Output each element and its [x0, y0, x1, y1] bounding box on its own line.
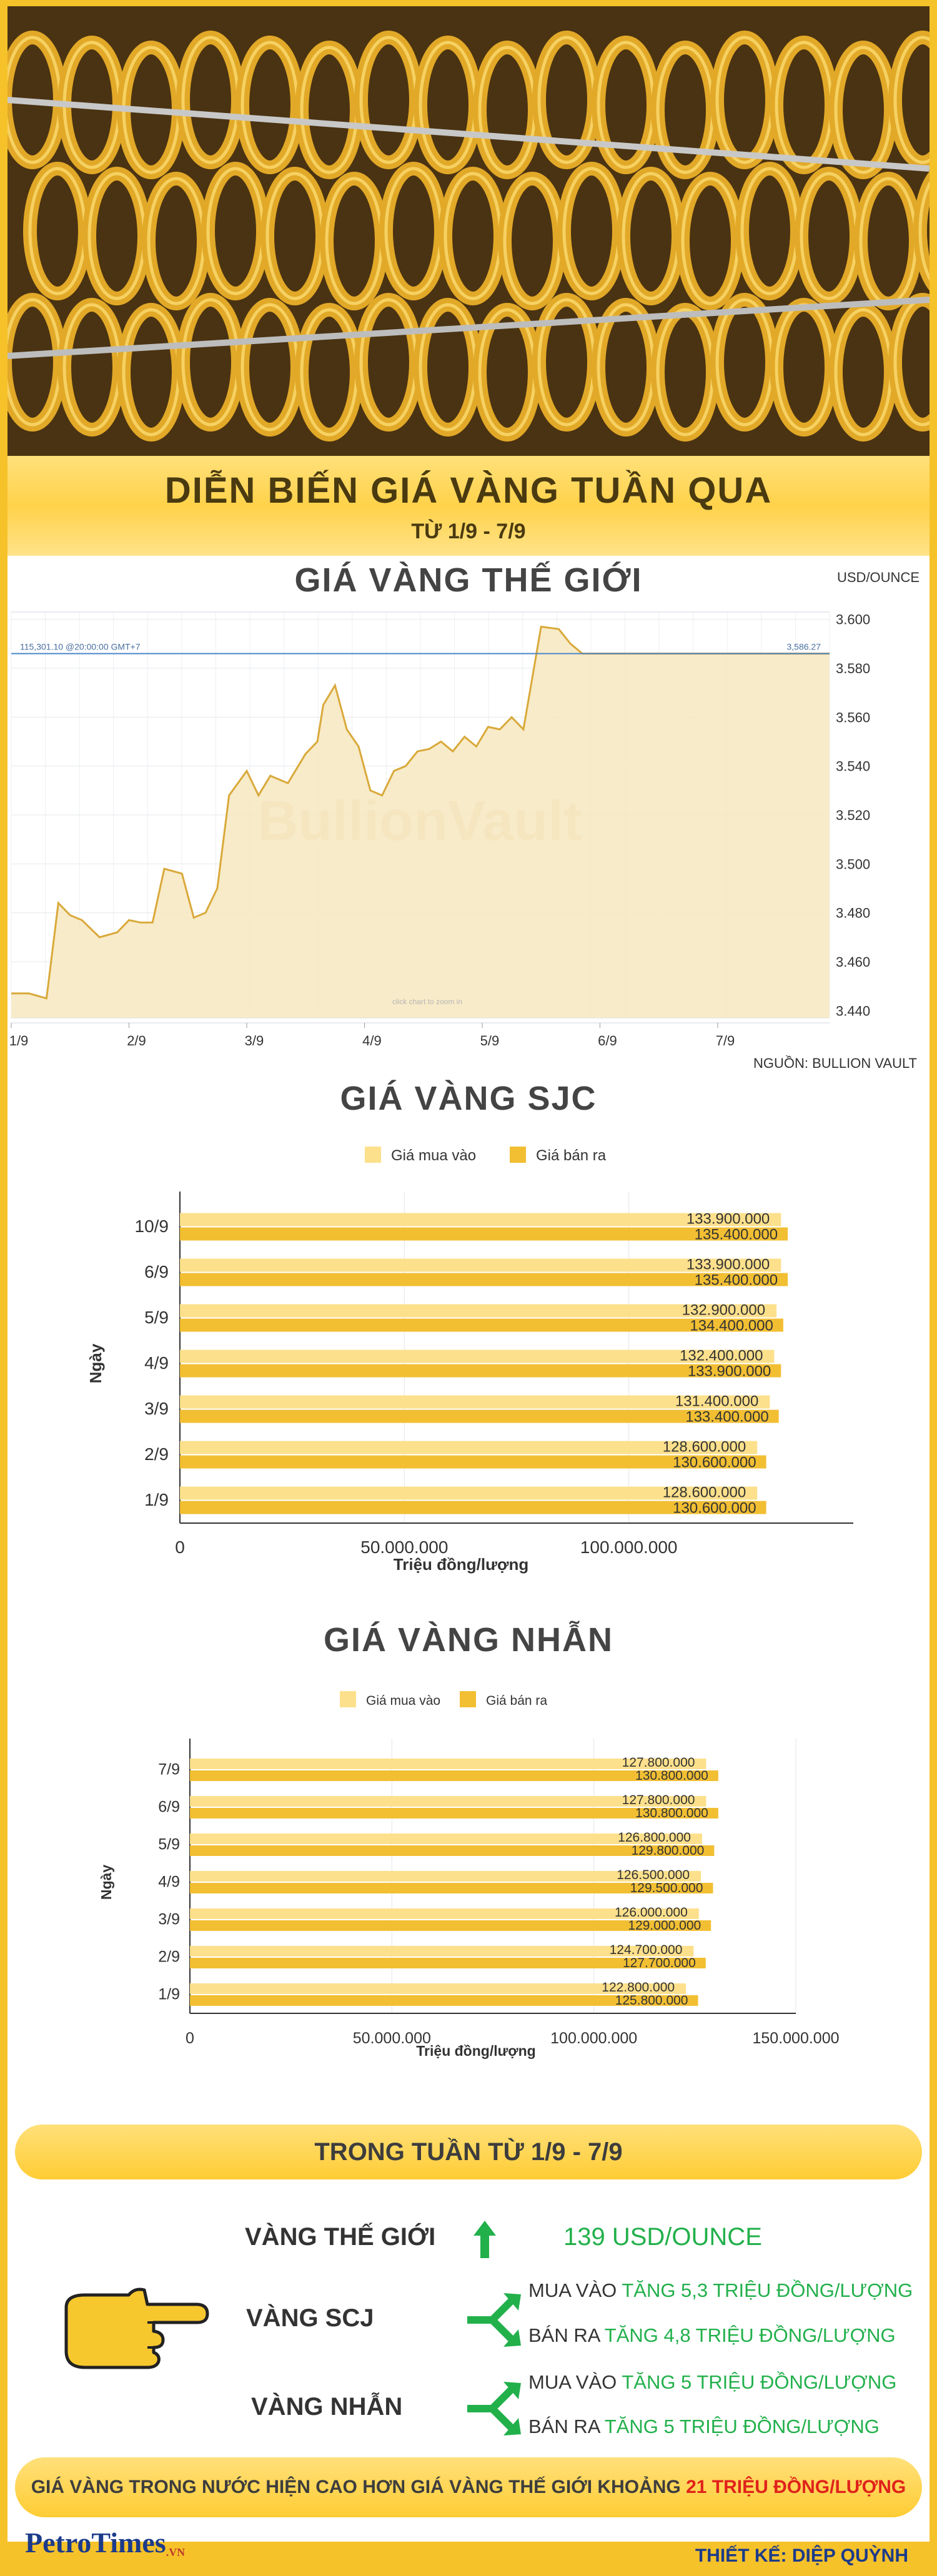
summary-sjc-label: VÀNG SCJ [246, 2304, 374, 2332]
data-label-buy: 122.800.000 [602, 1980, 675, 1995]
y-tick-label: 10/9 [134, 1216, 169, 1236]
y-tick-label: 7/9 [158, 1760, 180, 1779]
x-axis-title: Triệu đồng/lượng [416, 2043, 536, 2059]
data-label-sell: 135.400.000 [694, 1226, 778, 1243]
y-tick-label: 4/9 [144, 1353, 169, 1373]
y-tick-label: 3/9 [158, 1910, 180, 1928]
summary-banner-text: TRONG TUẦN TỪ 1/9 - 7/9 [314, 2138, 623, 2166]
legend-swatch-buy [340, 1691, 356, 1707]
data-label-buy: 128.600.000 [662, 1484, 746, 1501]
data-label-sell: 134.400.000 [690, 1317, 773, 1335]
y-axis-title: Ngày [98, 1864, 114, 1900]
y-tick-label: 3.500 [836, 856, 871, 872]
data-label-sell: 129.000.000 [628, 1918, 702, 1933]
y-tick-label: 3.520 [836, 807, 871, 823]
hero-image-gold-bangles [7, 6, 930, 456]
y-tick-label: 4/9 [158, 1873, 180, 1891]
ring-sell-change: TĂNG 5 TRIỆU ĐỒNG/LƯỢNG [604, 2416, 880, 2437]
data-label-sell: 130.600.000 [673, 1499, 756, 1517]
y-tick-label: 5/9 [144, 1307, 169, 1327]
arrow-up-icon [472, 2219, 497, 2259]
x-tick-label: 100.000.000 [580, 1537, 678, 1557]
y-tick-label: 1/9 [158, 1985, 180, 2003]
world-gold-title: GIÁ VÀNG THẾ GIỚI [294, 561, 643, 599]
summary-ring-buy [528, 2371, 896, 2394]
data-label-buy: 133.900.000 [686, 1210, 770, 1228]
ring-buy-prefix: MUA VÀO [528, 2371, 617, 2393]
designer-credit: THIẾT KẾ: DIỆP QUỲNH [695, 2545, 908, 2566]
data-label-buy: 127.800.000 [622, 1755, 695, 1770]
summary-ring-sell [528, 2416, 880, 2438]
page-title: DIỄN BIẾN GIÁ VÀNG TUẦN QUA [164, 470, 773, 511]
split-arrow-icon [467, 2381, 523, 2437]
chart-footnote: click chart to zoom in [392, 997, 463, 1006]
y-tick-label: 3.440 [836, 1003, 871, 1019]
data-label-buy: 133.900.000 [686, 1256, 770, 1273]
y-tick-label: 3.460 [836, 954, 871, 970]
summary-world-change: 139 USD/OUNCE [563, 2223, 762, 2251]
x-tick-label: 0 [186, 2030, 194, 2047]
summary-ring-label: VÀNG NHẪN [251, 2393, 403, 2421]
date-range: TỪ 1/9 - 7/9 [411, 520, 526, 543]
data-label-buy: 132.400.000 [680, 1347, 763, 1364]
y-tick-label: 3.600 [836, 611, 871, 628]
logo-text: PetroTimes [25, 2527, 166, 2559]
x-tick-label: 0 [175, 1537, 185, 1557]
data-label-sell: 130.800.000 [635, 1806, 708, 1820]
content-panel [7, 556, 930, 2542]
y-tick-label: 3.540 [836, 758, 871, 774]
data-label-buy: 126.800.000 [618, 1830, 691, 1845]
data-label-buy: 126.500.000 [617, 1868, 690, 1882]
y-tick-label: 6/9 [158, 1798, 180, 1816]
hover-left-label: 115,301.10 @20:00:00 GMT+7 [20, 641, 141, 652]
logo-sub: .VN [166, 2546, 186, 2559]
y-tick-label: 6/9 [144, 1261, 169, 1281]
y-tick-label: 3.480 [836, 905, 871, 921]
ring-gold-title: GIÁ VÀNG NHẪN [323, 1621, 613, 1659]
gold-bangles-illustration [7, 6, 930, 456]
x-tick-label: 4/9 [362, 1033, 382, 1049]
y-tick-label: 3/9 [144, 1398, 169, 1418]
bottom-text: GIÁ VÀNG TRONG NƯỚC HIỆN CAO HƠN GIÁ VÀNG THẾ GIỚI KHOẢNG [31, 2477, 681, 2497]
ring-gold-chart [7, 556, 930, 2542]
split-arrow-icon [467, 2292, 523, 2348]
data-label-buy: 126.000.000 [615, 1905, 688, 1920]
world-source: NGUỒN: BULLION VAULT [753, 1055, 917, 1071]
data-label-sell: 133.400.000 [685, 1408, 769, 1426]
bottom-highlight: 21 TRIỆU ĐỒNG/LƯỢNG [686, 2477, 906, 2497]
petrotimes-logo [25, 2526, 185, 2559]
data-label-sell: 129.800.000 [631, 1843, 705, 1858]
ring-sell-prefix: BÁN RA [528, 2416, 600, 2437]
x-tick-label: 1/9 [9, 1033, 29, 1049]
data-label-sell: 125.800.000 [615, 1993, 688, 2008]
legend-label-sell: Giá bán ra [536, 1147, 607, 1164]
x-axis-title: Triệu đồng/lượng [393, 1555, 529, 1574]
sjc-buy-prefix: MUA VÀO [528, 2279, 617, 2301]
bottom-banner-text [15, 2457, 922, 2517]
title-band [7, 456, 930, 556]
sjc-gold-title: GIÁ VÀNG SJC [340, 1080, 597, 1117]
summary-sjc-sell [528, 2324, 896, 2347]
summary-world-label: VÀNG THẾ GIỚI [245, 2223, 436, 2251]
x-tick-label: 150.000.000 [752, 2030, 840, 2047]
x-tick-label: 7/9 [715, 1033, 735, 1049]
sjc-sell-prefix: BÁN RA [528, 2324, 600, 2346]
data-label-sell: 127.700.000 [622, 1956, 696, 1970]
legend-label-sell: Giá bán ra [486, 1694, 548, 1708]
summary-sjc-buy [528, 2279, 913, 2302]
legend-label-buy: Giá mua vào [391, 1147, 477, 1164]
x-tick-label: 6/9 [598, 1033, 617, 1049]
ring-buy-change: TĂNG 5 TRIỆU ĐỒNG/LƯỢNG [622, 2371, 897, 2393]
sjc-buy-change: TĂNG 5,3 TRIỆU ĐỒNG/LƯỢNG [622, 2279, 913, 2301]
x-tick-label: 2/9 [127, 1033, 146, 1049]
world-unit-label: USD/OUNCE [837, 570, 920, 585]
data-label-buy: 128.600.000 [662, 1438, 746, 1456]
x-tick-label: 5/9 [480, 1033, 500, 1049]
data-label-buy: 132.900.000 [682, 1301, 766, 1319]
x-tick-label: 3/9 [244, 1033, 264, 1049]
y-tick-label: 3.580 [836, 661, 871, 677]
data-label-sell: 129.500.000 [630, 1881, 703, 1895]
data-label-sell: 130.800.000 [635, 1769, 708, 1783]
data-label-buy: 124.700.000 [609, 1943, 683, 1957]
y-axis-title: Ngày [86, 1343, 105, 1384]
legend-swatch-sell [460, 1691, 476, 1707]
data-label-sell: 133.900.000 [687, 1363, 771, 1380]
x-tick-label: 100.000.000 [550, 2030, 638, 2047]
legend-label-buy: Giá mua vào [366, 1694, 441, 1708]
hover-right-label: 3,586.27 [786, 641, 821, 652]
data-label-buy: 131.400.000 [675, 1393, 759, 1410]
summary-banner [15, 2124, 922, 2179]
sjc-sell-change: TĂNG 4,8 TRIỆU ĐỒNG/LƯỢNG [604, 2324, 896, 2346]
y-tick-label: 2/9 [144, 1444, 169, 1464]
y-tick-label: 2/9 [158, 1948, 180, 1966]
y-tick-label: 3.560 [836, 709, 871, 726]
y-tick-label: 1/9 [144, 1489, 169, 1509]
bottom-banner [15, 2457, 922, 2517]
data-label-buy: 127.800.000 [622, 1793, 695, 1807]
x-tick-label: 50.000.000 [352, 2030, 431, 2047]
x-tick-label: 50.000.000 [360, 1537, 449, 1557]
pointing-hand-icon [60, 2282, 210, 2370]
y-tick-label: 5/9 [158, 1835, 180, 1853]
data-label-sell: 130.600.000 [673, 1454, 756, 1471]
data-label-sell: 135.400.000 [694, 1271, 778, 1289]
